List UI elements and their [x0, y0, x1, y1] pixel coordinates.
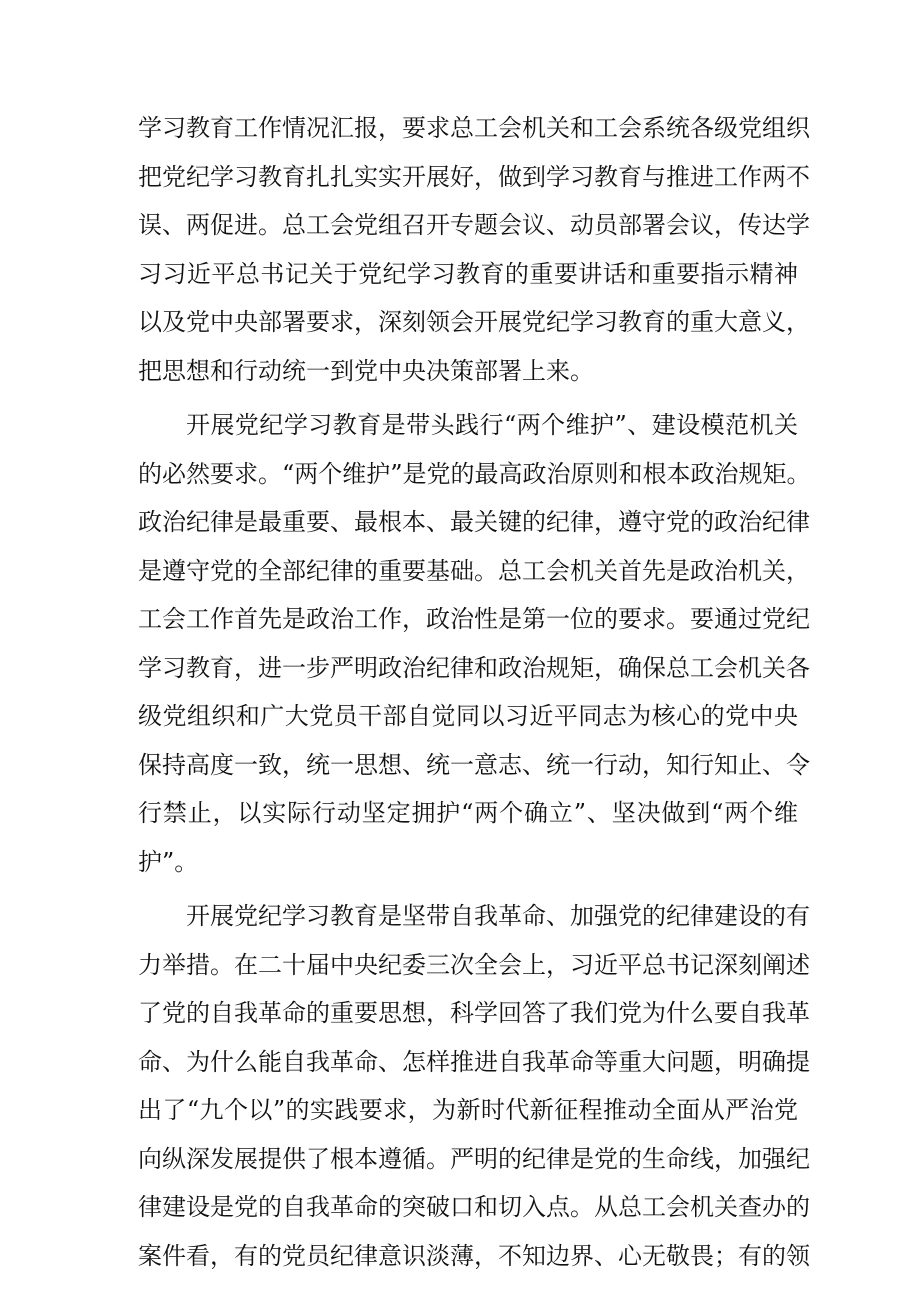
- text-line: 的必然要求。“两个维护”是党的最高政治原则和根本政治规矩。: [138, 459, 811, 488]
- paragraph: [138, 401, 811, 886]
- text-line: 级党组织和广大党员干部自觉同以习近平同志为核心的党中央: [138, 702, 798, 730]
- text-line: 是遵守党的全部纪律的重要基础。总工会机关首先是政治机关，: [138, 556, 810, 585]
- text-line: 行禁止，以实际行动坚定拥护“两个确立”、坚决做到“两个维: [138, 799, 798, 827]
- text-line: 命、为什么能自我革命、怎样推进自我革命等重大问题，明确提: [138, 1047, 810, 1076]
- text-line: 以及党中央部署要求，深刻领会开展党纪学习教育的重大意义，: [138, 308, 810, 336]
- text-line: 保持高度一致，统一思想、统一意志、统一行动，知行知止、令: [138, 750, 810, 779]
- text-line: 学习教育工作情况汇报，要求总工会机关和工会系统各级党组织: [138, 114, 810, 142]
- text-line: 护”。: [138, 847, 199, 876]
- text-line: 出了“九个以”的实践要求，为新时代新征程推动全面从严治党: [138, 1096, 798, 1124]
- text-line: 开展党纪学习教育是带头践行“两个维护”、建设模范机关: [186, 411, 798, 439]
- text-line: 律建设是党的自我革命的突破口和切入点。从总工会机关查办的: [138, 1193, 810, 1221]
- text-line: 误、两促进。总工会党组召开专题会议、动员部署会议，传达学: [138, 211, 810, 239]
- text-line: 习习近平总书记关于党纪学习教育的重要讲话和重要指示精神: [138, 259, 798, 288]
- text-line: 开展党纪学习教育是坚带自我革命、加强党的纪律建设的有: [186, 902, 810, 930]
- text-line: 了党的自我革命的重要思想，科学回答了我们党为什么要自我革: [138, 999, 810, 1027]
- text-line: 学习教育，进一步严明政治纪律和政治规矩，确保总工会机关各: [138, 653, 810, 682]
- text-line: 政治纪律是最重要、最根本、最关键的纪律，遵守党的政治纪律: [138, 508, 810, 536]
- text-line: 力举措。在二十届中央纪委三次全会上，习近平总书记深刻阐述: [138, 950, 810, 979]
- document-body: [138, 104, 811, 1286]
- paragraph: [138, 892, 810, 1280]
- text-line: 把党纪学习教育扎扎实实开展好，做到学习教育与推进工作两不: [138, 162, 810, 191]
- text-line: 案件看，有的党员纪律意识淡薄，不知边界、心无敬畏；有的领: [138, 1241, 810, 1270]
- paragraph: [138, 104, 810, 395]
- text-line: 把思想和行动统一到党中央决策部署上来。: [138, 356, 594, 385]
- text-line: 工会工作首先是政治工作，政治性是第一位的要求。要通过党纪: [138, 605, 810, 633]
- text-line: 向纵深发展提供了根本遵循。严明的纪律是党的生命线，加强纪: [138, 1144, 810, 1173]
